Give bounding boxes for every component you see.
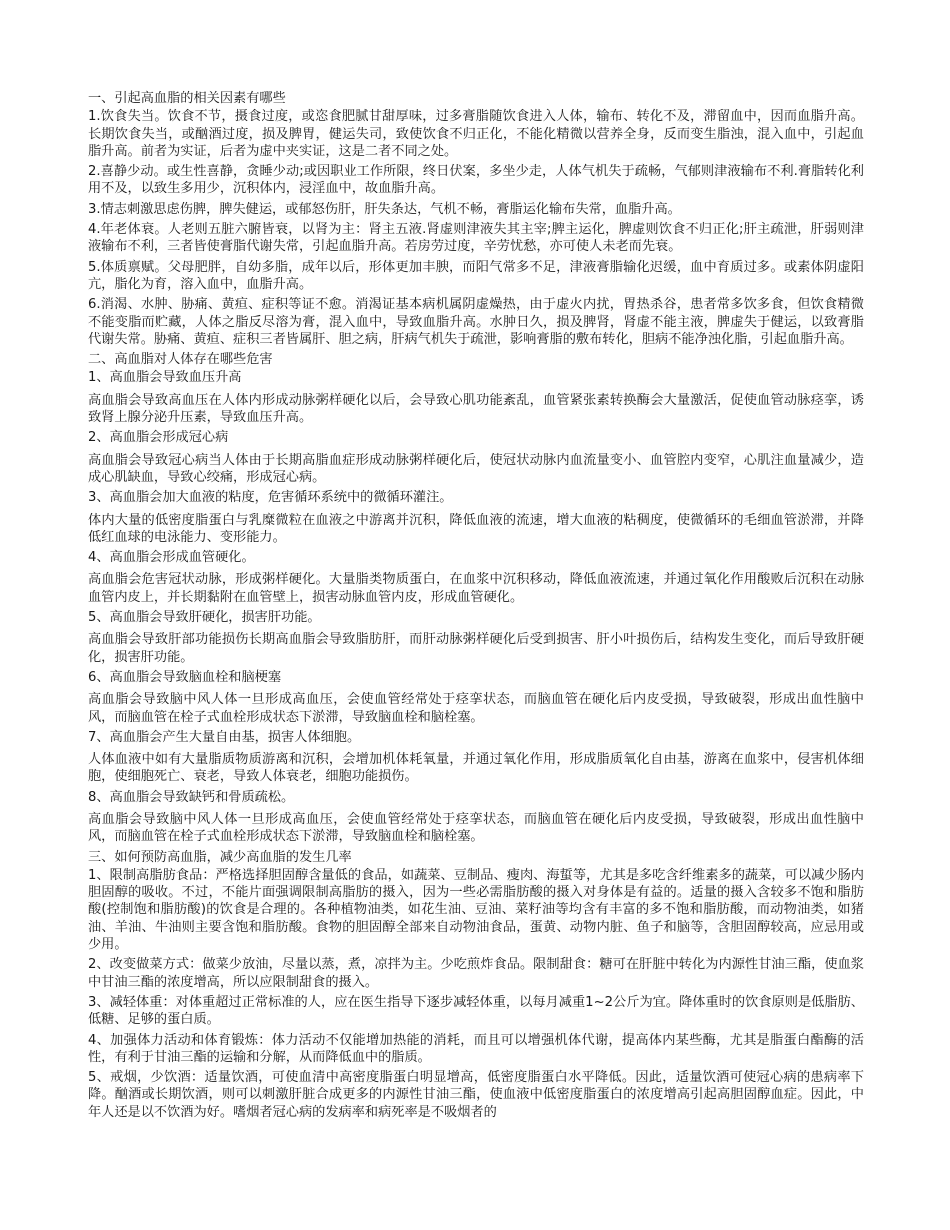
paragraph: 3.情志刺激思虑伤脾，脾失健运，或郁怒伤肝，肝失条达，气机不畅，膏脂运化输布失常，血脂升高。 [88, 201, 681, 217]
paragraph: 高血脂会导致肝部功能损伤长期高血脂会导致脂肪肝，而肝动脉粥样硬化后受到损害、肝小叶损伤后，结构发生变化，而后导致肝硬化，损害肝功能。 [88, 632, 864, 665]
paragraph: 5.体质禀赋。父母肥胖，自幼多脂，成年以后，形体更加丰腴，而阳气常多不足，津液膏脂输化迟缓，血中育质过多。或素体阴虚阳亢，脂化为育，溶入血中，血脂升高。 [88, 259, 864, 292]
paragraph: 4.年老体衰。人老则五脏六腑皆衰，以肾为主：肾主五液.肾虚则津液失其主宰;脾主运化，脾虚则饮食不归正化;肝主疏泄，肝弱则津液输布不利，三者皆使膏脂代谢失常，引起血脂升高。若房劳过度，辛劳忧愁，亦可使人未老而先衰。 [88, 222, 864, 255]
paragraph: 1.饮食失当。饮食不节，摄食过度，或恣食肥腻甘甜厚味，过多膏脂随饮食进入人体，输布、转化不及，滞留血中，因而血脂升高。长期饮食失当，或酗酒过度，损及脾胃，健运失司，致使饮食不归正化，不能化精微以营养全身，反而变生脂浊，混入血中，引起血脂升高。前者为实证，后者为虚中夹实证，这是二者不同之处。 [88, 109, 864, 159]
subheading: 4、高血脂会形成血管硬化。 [88, 550, 255, 566]
section-heading: 二、高血脂对人体存在哪些危害 [88, 352, 273, 368]
section-heading: 一、引起高血脂的相关因素有哪些 [88, 91, 286, 106]
subheading: 2、高血脂会形成冠心病 [88, 430, 229, 446]
section-harms [88, 351, 864, 845]
section-causes [88, 90, 864, 348]
paragraph: 4、加强体力活动和体育锻炼：体力活动不仅能增加热能的消耗，而且可以增强机体代谢，提高体内某些酶，尤其是脂蛋白酯酶的活性，有利于甘油三酯的运输和分解，从而降低血中的脂质。 [88, 1032, 864, 1065]
subheading: 3、高血脂会加大血液的粘度，危害循环系统中的微循环灌注。 [88, 490, 453, 506]
subheading: 1、高血脂会导致血压升高 [88, 370, 242, 386]
paragraph: 高血脂会导致高血压在人体内形成动脉粥样硬化以后，会导致心肌功能紊乱，血管紧张素转换酶会大量激活，促使血管动脉痉挛，诱致肾上腺分泌升压素，导致血压升高。 [88, 392, 864, 426]
subheading: 7、高血脂会产生大量自由基，损害人体细胞。 [88, 729, 361, 745]
document-body [88, 90, 864, 1124]
paragraph: 2.喜静少动。或生性喜静，贪睡少动;或因职业工作所限，终日伏案，多坐少走，人体气机失于疏畅，气郁则津液输布不利.膏脂转化利用不及，以致生多用少，沉积体内，浸淫血中，故血脂升高。 [88, 164, 864, 197]
paragraph: 5、戒烟，少饮酒：适量饮酒，可使血清中高密度脂蛋白明显增高，低密度脂蛋白水平降低。因此，适量饮酒可使冠心病的患病率下降。酗酒或长期饮酒，则可以刺激肝脏合成更多的内源性甘油三酯，使血液中低密度脂蛋白的浓度增高引起高胆固醇血症。因此，中年人还是以不饮酒为好。嗜烟者冠心病的发病率和病死率是不吸烟者的 [88, 1070, 864, 1120]
subheading: 6、高血脂会导致脑血栓和脑梗塞 [88, 669, 282, 685]
paragraph: 高血脂会导致脑中风人体一旦形成高血压，会使血管经常处于痉挛状态，而脑血管在硬化后内皮受损，导致破裂，形成出血性脑中风，而脑血管在栓子式血栓形成状态下淤滞，导致脑血栓和脑栓塞。 [88, 811, 864, 845]
paragraph: 2、改变做菜方式：做菜少放油，尽量以蒸，煮，凉拌为主。少吃煎炸食品。限制甜食：糖可在肝脏中转化为内源性甘油三酯，使血浆中甘油三酯的浓度增高，所以应限制甜食的摄入。 [88, 957, 864, 990]
paragraph: 3、减轻体重：对体重超过正常标准的人，应在医生指导下逐步减轻体重，以每月减重1~2公斤为宜。降体重时的饮食原则是低脂肪、低糖、足够的蛋白质。 [88, 994, 864, 1028]
section-prevention [88, 849, 864, 1121]
paragraph: 体内大量的低密度脂蛋白与乳糜微粒在血液之中游离并沉积，降低血液的流速，增大血液的粘稠度，使微循环的毛细血管淤滞，并降低红血球的电泳能力、变形能力。 [88, 512, 864, 545]
paragraph: 高血脂会导致冠心病当人体由于长期高脂血症形成动脉粥样硬化后，使冠状动脉内血流量变小、血管腔内变窄，心肌注血量减少，造成心肌缺血，导致心绞痛，形成冠心病。 [88, 452, 864, 485]
paragraph: 高血脂会导致脑中风人体一旦形成高血压，会使血管经常处于痉挛状态，而脑血管在硬化后内皮受损，导致破裂，形成出血性脑中风，而脑血管在栓子式血栓形成状态下淤滞，导致脑血栓和脑栓塞。 [88, 692, 864, 725]
paragraph: 1、限制高脂肪食品：严格选择胆固醇含量低的食品，如蔬菜、豆制品、瘦肉、海蜇等，尤其是多吃含纤维素多的蔬菜，可以减少肠内胆固醇的吸收。不过，不能片面强调限制高脂肪的摄入，因为一些必需脂肪酸的摄入对身体是有益的。适量的摄入含较多不饱和脂肪酸(控制饱和脂肪酸)的饮食是合理的。各种植物油类，如花生油、豆油、菜籽油等均含有丰富的多不饱和脂肪酸，而动物油类，如猪油、羊油、牛油则主要含饱和脂肪酸。食物的胆固醇全部来自动物油食品，蛋黄、动物内脏、鱼子和脑等，含胆固醇较高，应忌用或少用。 [88, 867, 864, 953]
paragraph: 人体血液中如有大量脂质物质游离和沉积，会增加机体耗氧量，并通过氧化作用，形成脂质氧化自由基，游离在血浆中，侵害机体细胞，使细胞死亡、衰老，导致人体衰老，细胞功能损伤。 [88, 752, 864, 785]
subheading: 5、高血脂会导致肝硬化，损害肝功能。 [88, 610, 321, 626]
subheading: 8、高血脂会导致缺钙和骨质疏松。 [88, 789, 295, 805]
section-heading: 三、如何预防高血脂，减少高血脂的发生几率 [88, 849, 352, 865]
paragraph: 高血脂会危害冠状动脉，形成粥样硬化。大量脂类物质蛋白，在血浆中沉积移动，降低血液流速，并通过氧化作用酸败后沉积在动脉血管内皮上，并长期黏附在血管壁上，损害动脉血管内皮，形成血管硬化。 [88, 572, 864, 605]
paragraph: 6.消渴、水肿、胁痛、黄疸、症积等证不愈。消渴证基本病机属阴虚燥热，由于虚火内扰，胃热杀谷，患者常多饮多食，但饮食精微不能变脂而贮藏，人体之脂反尽溶为膏，混入血中，导致血脂升高。水肿日久，损及脾肾，肾虚不能主液，脾虚失于健运，以致膏脂代谢失常。胁痛、黄疸、症积三者皆属肝、胆之病，肝病气机失于疏泄，影响膏脂的敷布转化，胆病不能净浊化脂，引起血脂升高。 [88, 297, 864, 347]
